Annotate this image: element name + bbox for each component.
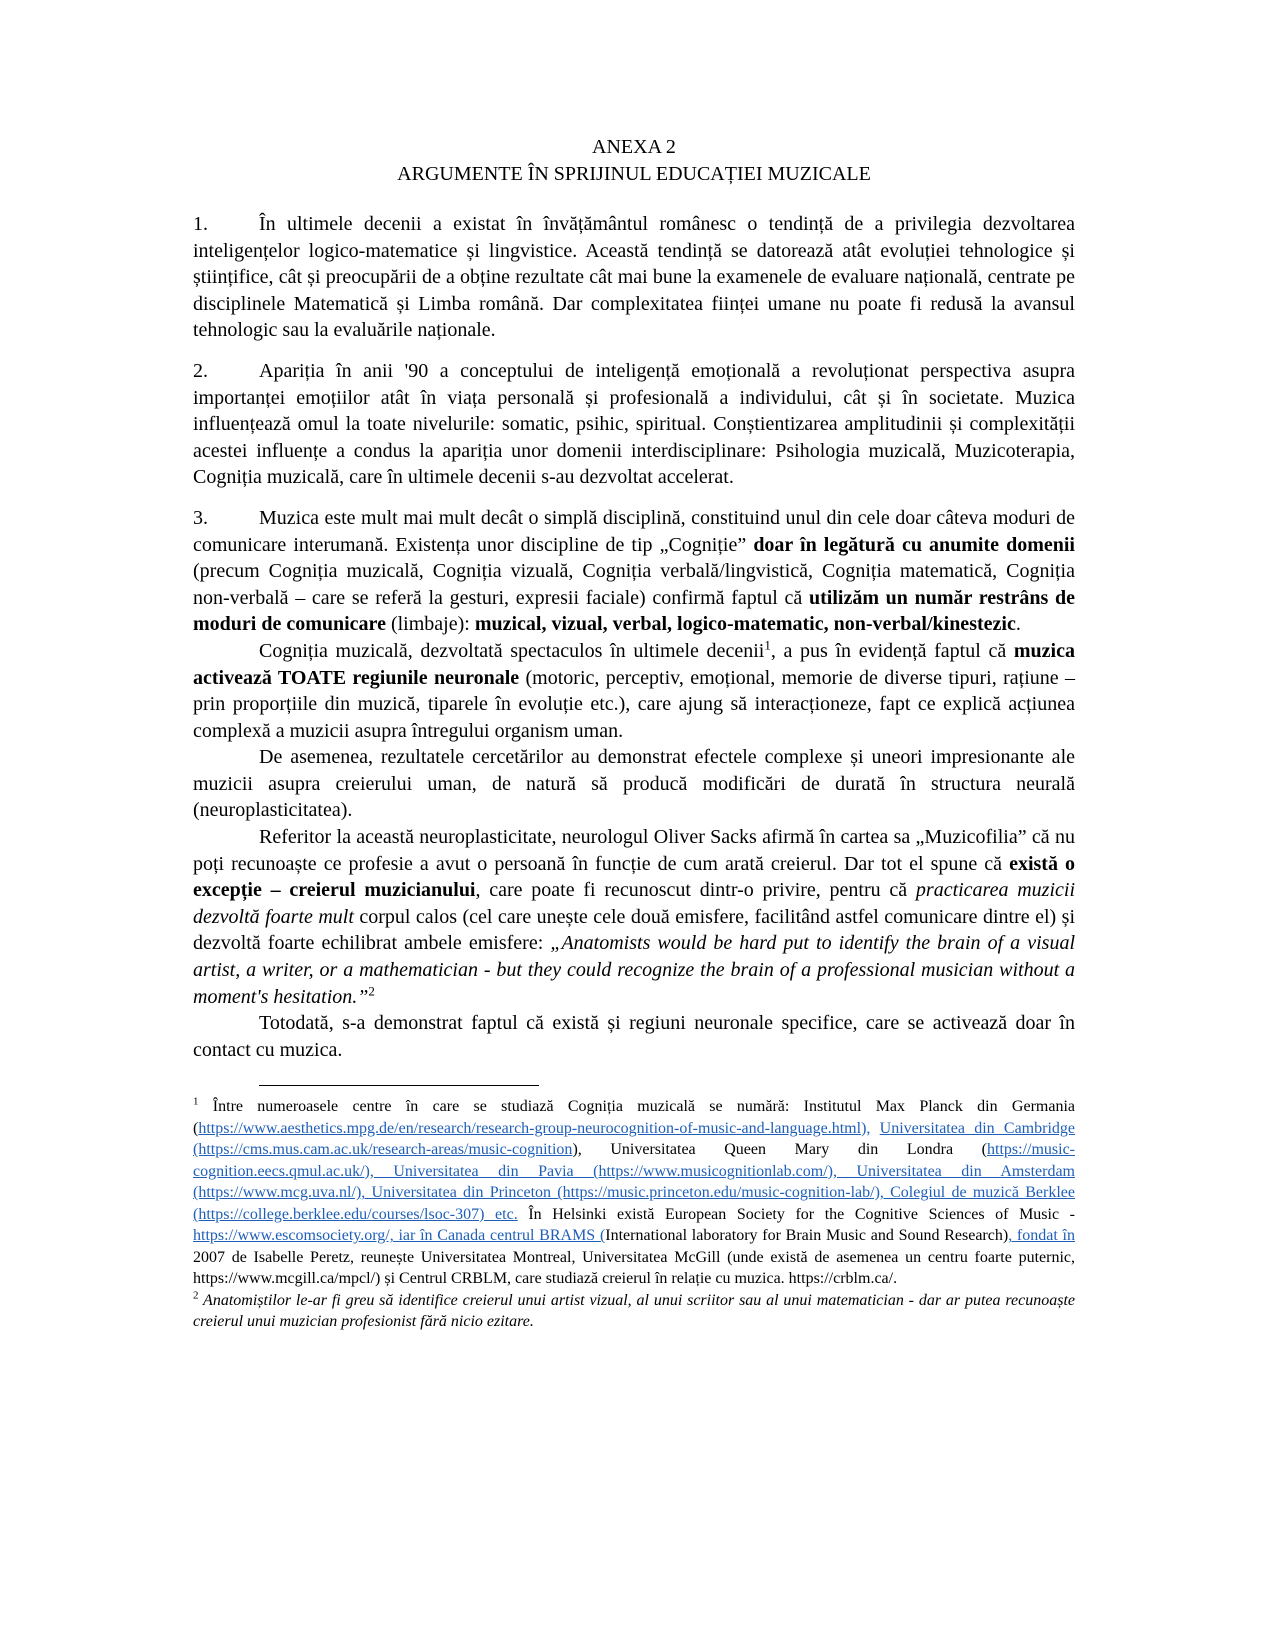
bold-run: muzical, vizual, verbal, logico-matematic, non-verbal/kinestezic: [474, 613, 1016, 636]
footnote-2: [193, 1290, 1075, 1333]
paragraph-text: De asemenea, rezultatele cercetărilor au demonstrat efectele complexe și uneori impresionante ale muzicii asupra creierului uman, de natură să producă modificări de durată în structura neurală (neuroplasticitatea).: [193, 746, 1075, 822]
footnote-text: Anatomiștilor le-ar fi greu să identifice creierul unui artist vizual, al unui scriitor sau al unui matematician - dar ar putea recunoaște creierul unui muzician profesionist fără nicio ezitare.: [193, 1291, 1075, 1331]
text-run: Cogniția muzicală, dezvoltată spectaculos în ultimele decenii: [259, 639, 765, 662]
document-page: [193, 134, 1075, 1333]
text-run: International laboratory for Brain Music and Sound Research): [605, 1227, 1009, 1245]
text-run: (limbaje):: [385, 613, 475, 636]
text-run: Muzica este mult mai mult decât o simplă disciplină, constituind unul din cele doar câteva moduri de comunicare interumană. Existența unor discipline de tip „Cogniție”: [193, 506, 1075, 556]
paragraph-5: [193, 744, 1075, 824]
footnote-mark: 1: [193, 1096, 199, 1109]
paragraph-6: [193, 824, 1075, 1010]
footnotes: [193, 1096, 1075, 1333]
paragraph-2: [193, 358, 1075, 491]
text-run: (precum Cogniția muzicală, Cogniția vizuală, Cogniția verbală/lingvistică, Cogniția matematică, Cogniția non-verbală – care se referă la gesturi, expresii faciale) confirmă faptul că: [193, 560, 1075, 609]
text-run: ), Universitatea Queen Mary din Londra (: [572, 1141, 987, 1159]
paragraph-7: [193, 1010, 1075, 1063]
paragraph-number: 1.: [193, 213, 208, 235]
footnote-ref-1[interactable]: 1: [764, 637, 771, 653]
paragraph-text: Apariția în anii '90 a conceptului de inteligență emoțională a revoluționat perspectiva asupra importanței emoțiilor atât în viața personală și profesională a individului, cât și în societate. Muzica influențează omul la toate nivelurile: somatic, psihic, spiritual. Conștientizarea amplitudinii și complexității acestei influențe a condus la apariția unor domenii interdisciplinare: Psihologia muzicală, Muzicoterapia, Cogniția muzicală, care în ultimele decenii s-au dezvoltat accelerat.: [193, 359, 1075, 489]
document-header: [193, 134, 1075, 188]
page-title: ARGUMENTE ÎN SPRIJINUL EDUCAȚIEI MUZICALE: [397, 163, 871, 185]
text-run: .: [1015, 613, 1021, 636]
paragraph-number: 3.: [193, 506, 208, 529]
bold-run: există o excepție – creierul muzicianului: [193, 852, 1075, 902]
text-run: În Helsinki există European Society for the Cognitive Sciences of Music -: [517, 1205, 1076, 1223]
paragraph-number: 2.: [193, 359, 208, 382]
text-run: Referitor la această neuroplasticitate, neurologul Oliver Sacks afirmă în cartea sa „Muzicofilia” că nu poți recunoaște ce profesie a avut o persoană în funcție de cum arată creierul. Dar tot el spune că: [193, 826, 1075, 875]
text-run: 2007 de Isabelle Peretz, reunește Universitatea Montreal, Universitatea McGill (unde există de asemenea un centru foarte puternic, https://www.mcgill.ca/mpcl/) și Centrul CRBLM, care studiază creierul în relație cu muzica. https://crblm.ca/.: [193, 1248, 1075, 1288]
paragraph-4: [193, 638, 1075, 744]
text-run: , a pus în evidență faptul că: [770, 639, 1014, 662]
bold-run: doar în legătură cu anumite domenii: [753, 533, 1075, 556]
footnote-separator: [259, 1085, 539, 1086]
link-cambridge[interactable]: Universitatea din Cambridge (https://cms.mus.cam.ac.uk/research-areas/music-cognition: [193, 1119, 1076, 1159]
footnote-ref-2[interactable]: 2: [368, 982, 375, 998]
italic-run: practicarea muzicii dezvoltă foarte mult: [193, 879, 1075, 928]
bold-run: muzica activează TOATE regiunile neuronale: [193, 639, 1075, 689]
footnote-mark: 2: [193, 1289, 199, 1302]
paragraph-text: În ultimele decenii a existat în învățământul românesc o tendință de a privilegia dezvoltarea inteligențelor logico-matematice și lingvistice. Această tendință se datorează atât evoluției tehnologice și științifice, cât și preocupării de a obține rezultate cât mai bune la examenele de evaluare națională, centrate pe disciplinele Matematică și Limba română. Dar complexitatea ființei umane nu poate fi redusă la avansul tehnologic sau la evaluările naționale.: [193, 213, 1075, 342]
paragraph-text: Totodată, s-a demonstrat faptul că există și regiuni neuronale specifice, care se activează doar în contact cu muzica.: [193, 1012, 1075, 1061]
text-run: [870, 1120, 879, 1137]
annex-label: ANEXA 2: [592, 136, 676, 158]
quote-italic: „Anatomists would be hard put to identify the brain of a visual artist, a writer, or a mathematician - but they could recognize the brain of a professional musician without a moment's hesitation.”: [193, 932, 1076, 1008]
text-run: (motoric, perceptiv, emoțional, memorie de diverse tipuri, rațiune – prin proporțiile din muzică, tiparele în evoluție etc.), care ajung să interacționeze, fapt ce explică acțiunea complexă a muzicii asupra întregului organism uman.: [193, 666, 1075, 742]
text-run: Între numeroasele centre în care se studiază Cogniția muzicală se numără: Institutul Max Planck din Germania (: [193, 1098, 1075, 1137]
text-run: corpul calos (cel care unește cele două emisfere, facilitând astfel comunicare dintre el) și dezvoltă foarte echilibrat ambele emisfere:: [193, 905, 1075, 955]
link-escom[interactable]: https://www.escomsociety.org/, iar în Canada centrul BRAMS (: [193, 1227, 606, 1245]
paragraph-3: [193, 505, 1075, 638]
link-universities[interactable]: https://music-cognition.eecs.qmul.ac.uk/), Universitatea din Pavia (https://www.musicognitionlab.com/), Universitatea din Amsterdam (https://www.mcg.uva.nl/), Universitatea din Princeton (https://music.princeton.edu/music-cognition-lab/), Colegiul de muzică Berklee (https://college.berklee.edu/courses/lsoc-307) etc.: [193, 1141, 1075, 1223]
bold-run: utilizăm un număr restrâns de moduri de comunicare: [193, 586, 1075, 636]
link-founded[interactable]: , fondat în: [1008, 1227, 1076, 1245]
footnote-1: [193, 1096, 1075, 1290]
link-max-planck[interactable]: https://www.aesthetics.mpg.de/en/research/research-group-neurocognition-of-music-and-language.html),: [198, 1119, 871, 1137]
text-run: , care poate fi recunoscut dintr-o privire, pentru că: [475, 879, 916, 902]
paragraph-1: [193, 211, 1075, 344]
